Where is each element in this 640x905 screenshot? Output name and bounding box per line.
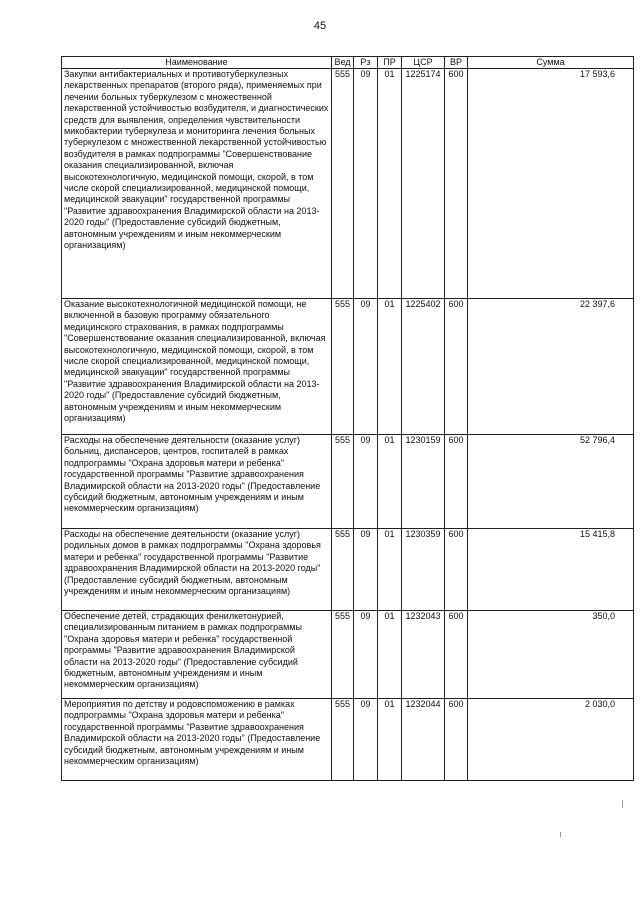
cell-name: Расходы на обеспечение деятельности (оказание услуг) родильных домов в рамках подпрограммы "Охрана здоровья матери и ребенка" государственной программы "Развитие здравоохранения Владимирской области на 2013-2020 годы" (Предоставление субсидий бюджетным, автономным учреждениям и иным некоммерческим организациям) [62, 529, 332, 611]
budget-table [61, 56, 634, 781]
cell-pr: 01 [378, 69, 402, 299]
cell-rz: 09 [354, 299, 378, 435]
column-header-name: Наименование [62, 57, 332, 69]
cell-csr: 1230359 [402, 529, 445, 611]
cell-csr: 1232043 [402, 611, 445, 699]
column-header-ved: Вед [332, 57, 354, 69]
cell-sum: 2 030,0 [468, 699, 634, 781]
cell-vr: 600 [445, 529, 468, 611]
scan-artifact [622, 800, 623, 808]
cell-name: Закупки антибактериальных и противотуберкулезных лекарственных препаратов (второго ряда), применяемых при лечении больных туберкулезом с множественной лекарственной устойчивостью возбудителя, и диагностических средств для выявления, определения чувствительности микобактерии туберкулеза и мониторинга лечения больных туберкулезом с множественной лекарственной устойчивостью возбудителя в рамках подпрограммы "Совершенствование оказания специализированной, включая высокотехнологичную, медицинской помощи, скорой, в том числе скорой специализированной, медицинской помощи, медицинской эвакуации" государственной программы "Развитие здравоохранения Владимирской области на 2013-2020 годы" (Предоставление субсидий бюджетным, автономным учреждениям и иным некоммерческим организациям) [62, 69, 332, 299]
table-row [62, 299, 634, 435]
cell-name: Расходы на обеспечение деятельности (оказание услуг) больниц, диспансеров, центров, госпиталей в рамках подпрограммы "Охрана здоровья матери и ребенка" государственной программы "Развитие здравоохранения Владимирской области на 2013-2020 годы" (Предоставление субсидий бюджетным, автономным учреждениям и иным некоммерческим организациям) [62, 435, 332, 529]
cell-sum: 350,0 [468, 611, 634, 699]
column-header-sum: Сумма [468, 57, 634, 69]
cell-rz: 09 [354, 69, 378, 299]
cell-sum: 17 593,6 [468, 69, 634, 299]
column-header-csr: ЦСР [402, 57, 445, 69]
column-header-rz: Рз [354, 57, 378, 69]
cell-vr: 600 [445, 611, 468, 699]
table-row [62, 699, 634, 781]
cell-ved: 555 [332, 529, 354, 611]
cell-rz: 09 [354, 699, 378, 781]
scan-artifact [560, 832, 561, 837]
cell-pr: 01 [378, 611, 402, 699]
cell-vr: 600 [445, 299, 468, 435]
cell-name: Мероприятия по детству и родовспоможению в рамках подпрограммы "Охрана здоровья матери и ребенка" государственной программы "Развитие здравоохранения Владимирской области на 2013-2020 годы" (Предоставление субсидий бюджетным, автономным учреждениям и иным некоммерческим организациям) [62, 699, 332, 781]
cell-ved: 555 [332, 699, 354, 781]
cell-sum: 52 796,4 [468, 435, 634, 529]
table-row [62, 611, 634, 699]
cell-rz: 09 [354, 529, 378, 611]
page-number: 45 [313, 20, 327, 32]
cell-rz: 09 [354, 611, 378, 699]
table-row [62, 435, 634, 529]
table-row [62, 69, 634, 299]
cell-ved: 555 [332, 299, 354, 435]
cell-pr: 01 [378, 699, 402, 781]
cell-pr: 01 [378, 299, 402, 435]
table-header-row [62, 57, 634, 69]
cell-ved: 555 [332, 69, 354, 299]
cell-sum: 22 397,6 [468, 299, 634, 435]
column-header-pr: ПР [378, 57, 402, 69]
cell-vr: 600 [445, 69, 468, 299]
cell-sum: 15 415,8 [468, 529, 634, 611]
cell-vr: 600 [445, 435, 468, 529]
cell-ved: 555 [332, 611, 354, 699]
column-header-vr: ВР [445, 57, 468, 69]
cell-ved: 555 [332, 435, 354, 529]
cell-vr: 600 [445, 699, 468, 781]
table-row [62, 529, 634, 611]
cell-name: Оказание высокотехнологичной медицинской помощи, не включенной в базовую программу обязательного медицинского страхования, в рамках подпрограммы "Совершенствование оказания специализированной, включая высокотехнологичную, медицинской помощи, скорой, в том числе скорой специализированной, медицинской помощи, медицинской эвакуации" государственной программы "Развитие здравоохранения Владимирской области на 2013-2020 годы" (Предоставление субсидий бюджетным, автономным учреждениям и иным некоммерческим организациям) [62, 299, 332, 435]
cell-csr: 1225402 [402, 299, 445, 435]
cell-pr: 01 [378, 529, 402, 611]
cell-csr: 1225174 [402, 69, 445, 299]
cell-csr: 1232044 [402, 699, 445, 781]
cell-pr: 01 [378, 435, 402, 529]
cell-name: Обеспечение детей, страдающих фенилкетонурией, специализированным питанием в рамках подпрограммы "Охрана здоровья матери и ребенка" государственной программы "Развитие здравоохранения Владимирской области на 2013-2020 годы" (Предоставление субсидий бюджетным, автономным учреждениям и иным некоммерческим организациям) [62, 611, 332, 699]
cell-rz: 09 [354, 435, 378, 529]
cell-csr: 1230159 [402, 435, 445, 529]
